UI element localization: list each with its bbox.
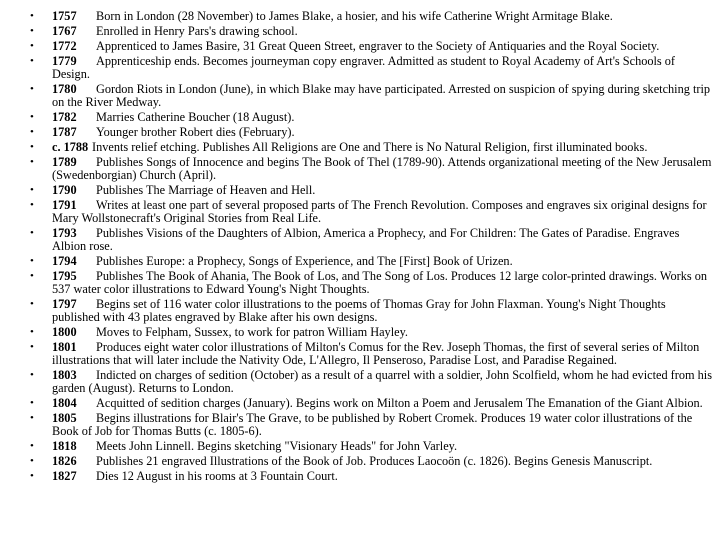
timeline-text: Born in London (28 November) to James Blake, a hosier, and his wife Catherine Wright Armitage Blake.	[96, 9, 613, 23]
timeline-text: Produces eight water color illustrations of Milton's Comus for the Rev. Joseph Thomas, the first of several series of Milton illustrations that will later include the Nativity Ode, L'Allegro, Il Penseroso, Paradise Lost, and Paradise Regained.	[52, 340, 700, 367]
timeline-item	[30, 255, 714, 268]
timeline-item	[30, 184, 714, 197]
timeline-text: Publishes Songs of Innocence and begins The Book of Thel (1789-90). Attends organizational meeting of the New Jerusalem (Swedenborgian) Church (April).	[52, 155, 712, 182]
timeline-text: Publishes Europe: a Prophecy, Songs of Experience, and The [First] Book of Urizen.	[96, 254, 513, 268]
timeline-year: 1801	[52, 340, 77, 354]
timeline-year: 1804	[52, 396, 77, 410]
timeline-item	[30, 111, 714, 124]
timeline-year: 1805	[52, 411, 77, 425]
timeline-text: Publishes Visions of the Daughters of Albion, America a Prophecy, and For Children: The Gates of Paradise. Engraves Albion rose.	[52, 226, 680, 253]
timeline-text: Publishes 21 engraved Illustrations of the Book of Job. Produces Laocoön (c. 1826). Begins Genesis Manuscript.	[96, 454, 653, 468]
timeline-year: c. 1788	[52, 140, 89, 154]
timeline-text: Begins set of 116 water color illustrations to the poems of Thomas Gray for John Flaxman. Young's Night Thoughts published with 43 plates engraved by Blake after his own designs.	[52, 297, 666, 324]
timeline-item	[30, 141, 714, 154]
timeline-year: 1787	[52, 125, 77, 139]
timeline-text: Younger brother Robert dies (February).	[96, 125, 295, 139]
timeline-year: 1789	[52, 155, 77, 169]
timeline-text: Begins illustrations for Blair's The Grave, to be published by Robert Cromek. Produces 19 water color illustrations of the Book of Job for Thomas Butts (c. 1805-6).	[52, 411, 693, 438]
timeline-year: 1782	[52, 110, 77, 124]
timeline-item	[30, 369, 714, 395]
timeline-text: Moves to Felpham, Sussex, to work for patron William Hayley.	[96, 325, 409, 339]
timeline-item	[30, 412, 714, 438]
timeline-year: 1791	[52, 198, 77, 212]
timeline-item	[30, 126, 714, 139]
timeline-item	[30, 55, 714, 81]
timeline-item	[30, 455, 714, 468]
timeline-item	[30, 199, 714, 225]
timeline-year: 1827	[52, 469, 77, 483]
timeline-year: 1779	[52, 54, 77, 68]
timeline-text: Writes at least one part of several proposed parts of The French Revolution. Composes and engraves six original designs for Mary Wollstonecraft's Original Stories from Real Life.	[52, 198, 707, 225]
timeline-year: 1780	[52, 82, 77, 96]
timeline-item	[30, 227, 714, 253]
timeline-text: Dies 12 August in his rooms at 3 Fountain Court.	[96, 469, 338, 483]
timeline-text: Indicted on charges of sedition (October) as a result of a quarrel with a soldier, John Scolfield, whom he had evicted from his garden (August). Returns to London.	[52, 368, 712, 395]
timeline-item	[30, 326, 714, 339]
timeline-item	[30, 470, 714, 483]
timeline-item	[30, 25, 714, 38]
timeline-text: Gordon Riots in London (June), in which Blake may have participated. Arrested on suspicion of spying during sketching trip on the River Medway.	[52, 82, 711, 109]
timeline-year: 1757	[52, 9, 77, 23]
timeline-year: 1794	[52, 254, 77, 268]
timeline-item	[30, 40, 714, 53]
timeline-text: Acquitted of sedition charges (January). Begins work on Milton a Poem and Jerusalem The Emanation of the Giant Albion.	[96, 396, 703, 410]
timeline-item	[30, 156, 714, 182]
timeline-year: 1797	[52, 297, 77, 311]
timeline-text: Meets John Linnell. Begins sketching "Visionary Heads" for John Varley.	[96, 439, 458, 453]
timeline-item	[30, 341, 714, 367]
timeline-text: Marries Catherine Boucher (18 August).	[96, 110, 295, 124]
timeline-text: Apprenticed to James Basire, 31 Great Queen Street, engraver to the Society of Antiquaries and the Royal Society.	[96, 39, 660, 53]
timeline-year: 1818	[52, 439, 77, 453]
timeline-item	[30, 83, 714, 109]
timeline-year: 1772	[52, 39, 77, 53]
timeline-item	[30, 440, 714, 453]
timeline-year: 1767	[52, 24, 77, 38]
timeline-item	[30, 298, 714, 324]
timeline-text: Publishes The Book of Ahania, The Book of Los, and The Song of Los. Produces 12 large color-printed drawings. Works on 537 water color illustrations to Edward Young's Night Thoughts.	[52, 269, 708, 296]
timeline-year: 1800	[52, 325, 77, 339]
timeline-year: 1793	[52, 226, 77, 240]
timeline-year: 1803	[52, 368, 77, 382]
timeline-year: 1790	[52, 183, 77, 197]
timeline-year: 1795	[52, 269, 77, 283]
timeline-item	[30, 10, 714, 23]
timeline-item	[30, 397, 714, 410]
timeline-text: Enrolled in Henry Pars's drawing school.	[96, 24, 298, 38]
timeline-text: Apprenticeship ends. Becomes journeyman copy engraver. Admitted as student to Royal Academy of Art's Schools of Design.	[52, 54, 676, 81]
timeline-item	[30, 270, 714, 296]
timeline-text: Invents relief etching. Publishes All Religions are One and There is No Natural Religion, first illuminated books.	[92, 140, 648, 154]
timeline-year: 1826	[52, 454, 77, 468]
timeline-text: Publishes The Marriage of Heaven and Hell.	[96, 183, 316, 197]
